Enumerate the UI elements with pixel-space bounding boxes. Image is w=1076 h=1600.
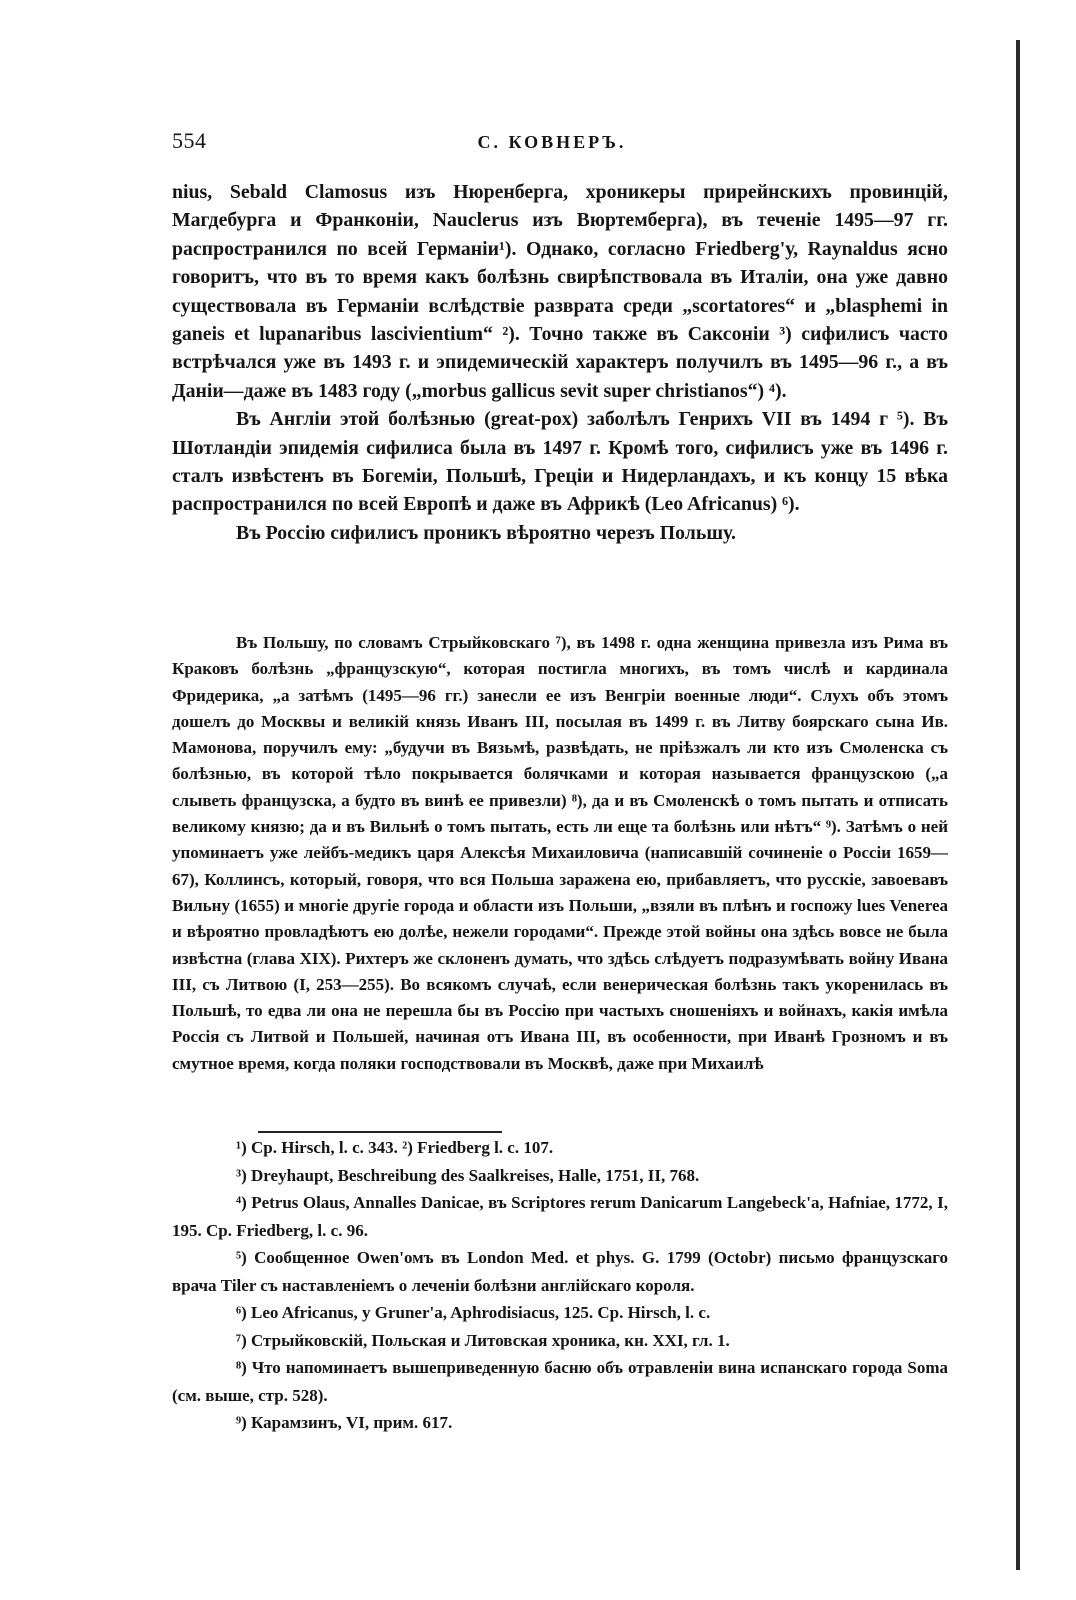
page-header (172, 124, 948, 160)
page-edge-rule (1016, 40, 1020, 1570)
footnote: ⁹) Карамзинъ, VI, прим. 617. (236, 1413, 453, 1432)
footnote: ⁸) Что напоминаетъ вышеприведенную басню объ отравленіи вина испанскаго города Soma (см. выше, стр. 528). (172, 1358, 948, 1405)
paragraph: Въ Польшу, по словамъ Стрыйковскаго ⁷), въ 1498 г. одна женщина привезла изъ Рима въ Краковъ болѣзнь „французскую“, которая постигла многихъ, въ томъ числѣ и кардинала Фридерика, „а затѣмъ (1495—96 гг.) занесли ее изъ Венгріи военные люди“. Слухъ объ этомъ дошелъ до Москвы и великій князь Иванъ III, посылая въ 1499 г. въ Литву боярскаго сына Ив. Мамонова, поручилъ ему: „будучи въ Вязьмѣ, развѣдать, не пріѣзжалъ ли кто изъ Смоленска съ болѣзнью, въ которой тѣло покрывается болячками и которая называется французскою („а слыветь французска, а будто въ винѣ ее привезли) ⁸), да и въ Смоленскѣ о томъ пытать и отписать великому князю; да и въ Вильнѣ о томъ пытать, есть ли еще та болѣзнь или нѣтъ“ ⁹). Затѣмъ о ней упоминаетъ уже лейбъ-медикъ царя Алексѣя Михаиловича (написавшій сочиненіе о Россіи 1659—67), Коллинсъ, который, говоря, что вся Польша заражена ею, прибавляетъ, что русскіе, завоевавъ Вильну (1655) и многіе другіе города и области изъ Польши, „взяли въ плѣнъ и госпожу lues Venerea и вѣроятно провладѣютъ ею долѣе, нежели городами“. Прежде этой войны она здѣсь вовсе не была извѣстна (глава XIX). Рихтеръ же склоненъ думать, что здѣсь слѣдуетъ подразумѣвать войну Ивана III, съ Литвою (I, 253—255). Во всякомъ случаѣ, если венерическая болѣзнь такъ укоренилась въ Польшѣ, то едва ли она не перешла бы въ Россію при частыхъ сношеніяхъ и войнахъ, какія имѣла Россія съ Литвой и Польшей, начиная отъ Ивана III, въ особенности, при Иванѣ Грозномъ и въ смутное время, когда поляки господствовали въ Москвѣ, даже при Михаилѣ (172, 633, 948, 1073)
paragraph: Въ Россію сифилисъ проникъ вѣроятно черезъ Польшу. (236, 521, 736, 544)
running-head: С. КОВНЕРЪ. (477, 132, 627, 152)
main-text (172, 178, 948, 547)
footnote: ³) Dreyhaupt, Beschreibung des Saalkreises, Halle, 1751, II, 768. (236, 1165, 700, 1185)
paragraph: Въ Англіи этой болѣзнью (great-pox) заболѣлъ Генрихъ VII въ 1494 г ⁵). Въ Шотландіи эпидемія сифилиса была въ 1497 г. Кромѣ того, сифилисъ уже въ 1496 г. сталъ извѣстенъ въ Богеміи, Польшѣ, Греціи и Нидерландахъ, и къ концу 15 вѣка распространился по всей Европѣ и даже въ Африкѣ (Leo Africanus) ⁶). (172, 408, 948, 516)
footnote: ⁵) Сообщенное Owen'омъ въ London Med. et phys. G. 1799 (Octobr) письмо французскаго врача Tiler съ наставленіемъ о леченіи болѣзни англійскаго короля. (172, 1248, 948, 1295)
footnotes (172, 1134, 948, 1437)
page-number: 554 (172, 128, 207, 153)
footnote: ⁴) Petrus Olaus, Annalles Danicae, въ Scriptores rerum Danicarum Langebeck'a, Hafniae, 1772, I, 195. Ср. Friedberg, l. c. 96. (172, 1193, 948, 1240)
paragraph: nius, Sebald Clamosus изъ Нюренберга, хроникеры прирейнскихъ провинцій, Магдебурга и Франконіи, Nauclerus изъ Вюртемберга), въ теченіе 1495—97 гг. распространился по всей Германіи¹). Однако, согласно Friedberg'у, Raynaldus ясно говоритъ, что въ то время какъ болѣзнь свирѣпствовала въ Италіи, она уже давно существовала въ Германіи вслѣдствіе разврата среди „scortatores“ и „blasphemi in ganeis et lupanaribus lascivientium“ ²). Точно также въ Саксоніи ³) сифилисъ часто встрѣчался уже въ 1493 г. и эпидемическій характеръ получилъ въ 1495—96 г., а въ Даніи—даже въ 1483 году („morbus gallicus sevit super christianos“) ⁴). (172, 181, 948, 402)
footnote-separator (258, 1131, 502, 1133)
small-print-section (172, 630, 948, 1077)
footnote: ⁷) Стрыйковскій, Польская и Литовская хроника, кн. XXI, гл. 1. (236, 1330, 730, 1350)
footnote: ¹) Ср. Hirsch, l. c. 343. ²) Friedberg l. c. 107. (236, 1138, 554, 1157)
footnote: ⁶) Leo Africanus, у Gruner'a, Aphrodisiacus, 125. Ср. Hirsch, l. c. (236, 1303, 711, 1322)
